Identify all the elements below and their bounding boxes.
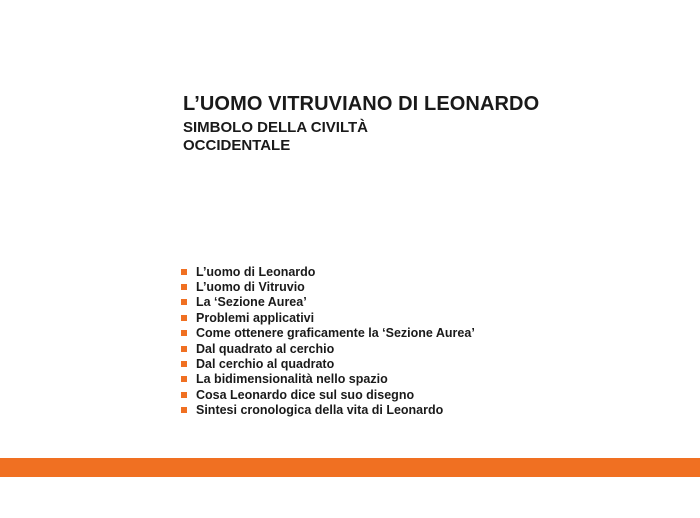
topic-label: Dal quadrato al cerchio bbox=[196, 341, 335, 356]
topic-label: L’uomo di Vitruvio bbox=[196, 280, 305, 295]
subtitle-line: OCCIDENTALE bbox=[183, 137, 291, 154]
square-bullet-icon bbox=[181, 284, 187, 290]
square-bullet-icon bbox=[181, 346, 187, 352]
square-bullet-icon bbox=[181, 376, 187, 382]
topic-label: Sintesi cronologica della vita di Leonardo bbox=[196, 403, 444, 418]
square-bullet-icon bbox=[181, 407, 187, 413]
square-bullet-icon bbox=[181, 361, 187, 367]
slide-title: L’UOMO VITRUVIANO DI LEONARDO bbox=[183, 93, 540, 115]
topic-label: Dal cerchio al quadrato bbox=[196, 357, 335, 372]
slide-subtitle bbox=[183, 119, 368, 155]
topic-label: La ‘Sezione Aurea’ bbox=[196, 295, 307, 310]
square-bullet-icon bbox=[181, 330, 187, 336]
topic-item bbox=[181, 264, 475, 279]
topic-item bbox=[181, 326, 475, 341]
topic-item bbox=[181, 387, 475, 402]
square-bullet-icon bbox=[181, 269, 187, 275]
topic-item bbox=[181, 341, 475, 356]
topic-label: Problemi applicativi bbox=[196, 310, 315, 325]
topic-item bbox=[181, 310, 475, 325]
topic-label: L’uomo di Leonardo bbox=[196, 264, 316, 279]
bottom-accent-bar bbox=[0, 458, 700, 477]
square-bullet-icon bbox=[181, 299, 187, 305]
subtitle-line: SIMBOLO DELLA CIVILTÀ bbox=[183, 119, 368, 136]
topic-label: Come ottenere graficamente la ‘Sezione Aurea’ bbox=[196, 326, 475, 341]
topic-item bbox=[181, 295, 475, 310]
topic-item bbox=[181, 372, 475, 387]
topic-label: Cosa Leonardo dice sul suo disegno bbox=[196, 387, 415, 402]
square-bullet-icon bbox=[181, 392, 187, 398]
topic-item bbox=[181, 356, 475, 371]
square-bullet-icon bbox=[181, 315, 187, 321]
topic-item bbox=[181, 403, 475, 418]
topic-label: La bidimensionalità nello spazio bbox=[196, 372, 388, 387]
topic-item bbox=[181, 279, 475, 294]
topic-list bbox=[181, 264, 475, 418]
